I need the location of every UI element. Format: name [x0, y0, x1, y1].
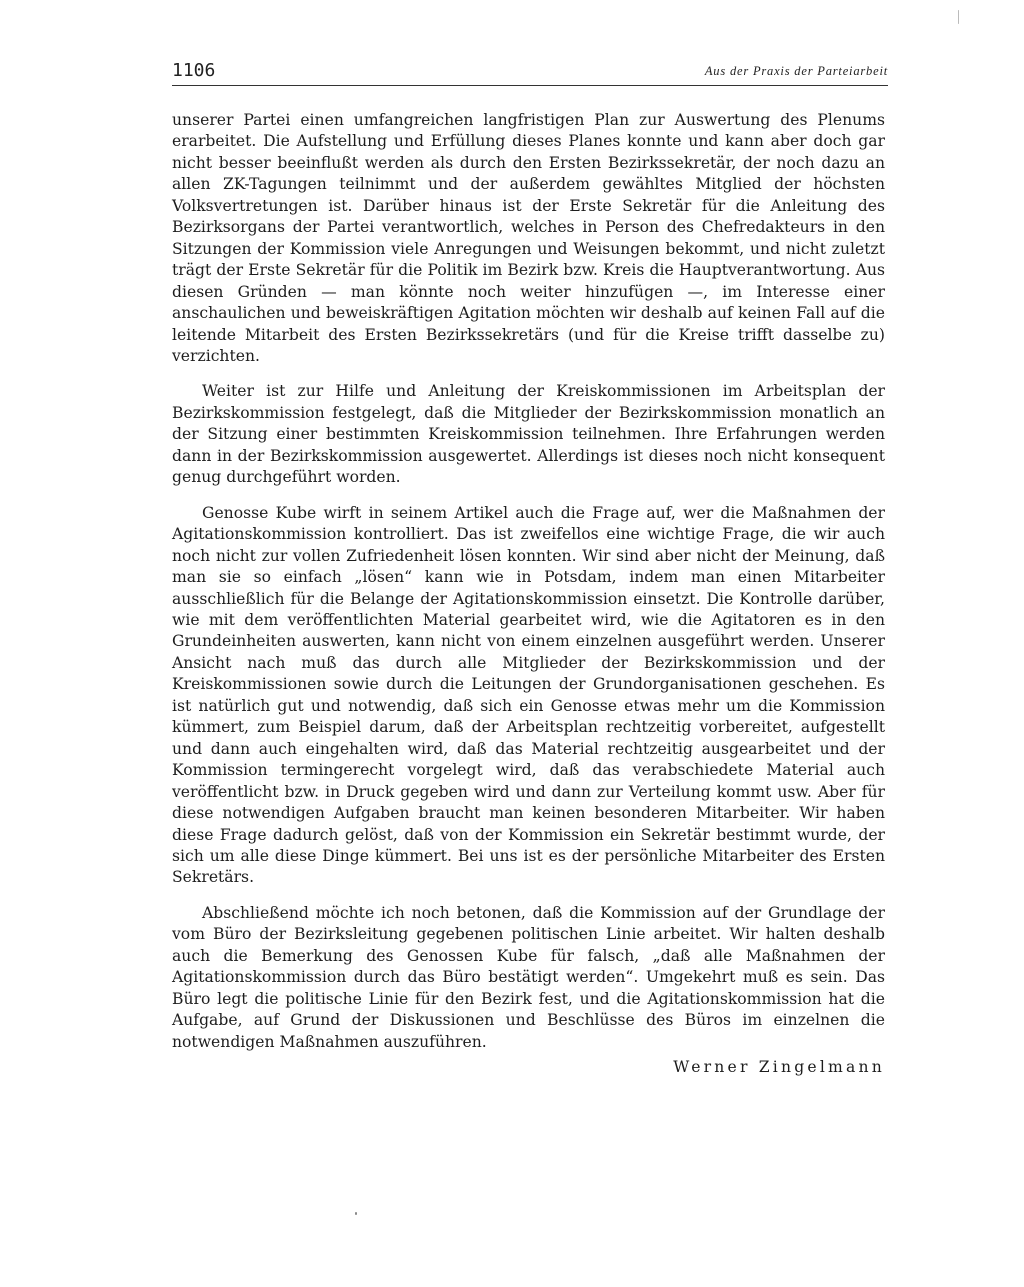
author-signature: Werner Zingelmann — [673, 1058, 885, 1077]
scan-speck — [355, 1212, 357, 1215]
scan-speck — [958, 10, 959, 24]
paragraph-4: Abschließend möchte ich noch betonen, daß die Kommission auf der Grundlage der vom Büro der Bezirksleitung gegebenen politischen Linie arbeitet. Wir halten deshalb auch die Bemerkung des Genossen Kube für falsch, „daß alle Maßnahmen der Agitationskommission durch das Büro bestätigt werden“. Umgekehrt muß es sein. Das Büro legt die politische Linie für den Bezirk fest, und die Agitationskommission hat die Aufgabe, auf Grund der Diskussionen und Beschlüsse des Büros im einzelnen die notwendigen Maßnahmen auszuführen. — [172, 903, 885, 1051]
article-body — [172, 110, 885, 1078]
page-header — [172, 58, 888, 88]
page-number: 1106 — [172, 60, 216, 81]
header-rule — [172, 85, 888, 86]
running-head: Aus der Praxis der Parteiarbeit — [704, 64, 888, 78]
paragraph-1: unserer Partei einen umfangreichen langfristigen Plan zur Auswertung des Plenums erarbeitet. Die Aufstellung und Erfüllung dieses Planes konnte und kann aber doch gar nicht besser beeinflußt werden als durch den Ersten Bezirkssekretär, der noch dazu an allen ZK-Tagungen teilnimmt und der außerdem gewähltes Mitglied der höchsten Volksvertretungen ist. Darüber hinaus ist der Erste Sekretär für die Anleitung des Bezirksorgans der Partei verantwortlich, welches in Person des Chefredakteurs in den Sitzungen der Kommission viele Anregungen und Weisungen bekommt, und nicht zuletzt trägt der Erste Sekretär für die Politik im Bezirk bzw. Kreis die Hauptverantwortung. Aus diesen Gründen — man könnte noch weiter hinzufügen —, im Interesse einer anschaulichen und beweiskräftigen Agitation möchten wir deshalb auf keinen Fall auf die leitende Mitarbeit des Ersten Bezirkssekretärs (und für die Kreise trifft dasselbe zu) verzichten. — [172, 111, 885, 365]
paragraph-3: Genosse Kube wirft in seinem Artikel auch die Frage auf, wer die Maßnahmen der Agitationskommission kontrolliert. Das ist zweifellos eine wichtige Frage, die wir auch noch nicht zur vollen Zufriedenheit lösen konnten. Wir sind aber nicht der Meinung, daß man sie so einfach „lösen“ kann wie in Potsdam, indem man einen Mitarbeiter ausschließlich für die Belange der Agitationskommission einsetzt. Die Kontrolle darüber, wie mit dem veröffentlichten Material gearbeitet wird, wie die Agitatoren es in den Grundeinheiten auswerten, kann nicht von einem einzelnen ausgeführt werden. Unserer Ansicht nach muß das durch alle Mitglieder der Bezirkskommission und der Kreiskommissionen sowie durch die Leitungen der Grundorganisationen geschehen. Es ist natürlich gut und notwendig, daß sich ein Genosse etwas mehr um die Kommission kümmert, zum Beispiel darum, daß der Arbeitsplan rechtzeitig vorbereitet, aufgestellt und dann auch eingehalten wird, daß das Material rechtzeitig ausgearbeitet und der Kommission termingerecht vorgelegt wird, daß das verabschiedete Material auch veröffentlicht bzw. in Druck gegeben wird und dann zur Verteilung kommt usw. Aber für diese notwendigen Aufgaben braucht man keinen besonderen Mitarbeiter. Wir haben diese Frage dadurch gelöst, daß von der Kommission ein Sekretär bestimmt wurde, der sich um alle diese Dinge kümmert. Bei uns ist es der persönliche Mitarbeiter des Ersten Sekretärs. — [172, 503, 885, 887]
paragraph-2: Weiter ist zur Hilfe und Anleitung der Kreiskommissionen im Arbeitsplan der Bezirkskommission festgelegt, daß die Mitglieder der Bezirkskommission monatlich an der Sitzung einer bestimmten Kreiskommission teilnehmen. Ihre Erfahrungen werden dann in der Bezirkskommission ausgewertet. Allerdings ist dieses noch nicht konsequent genug durchgeführt worden. — [172, 382, 885, 487]
